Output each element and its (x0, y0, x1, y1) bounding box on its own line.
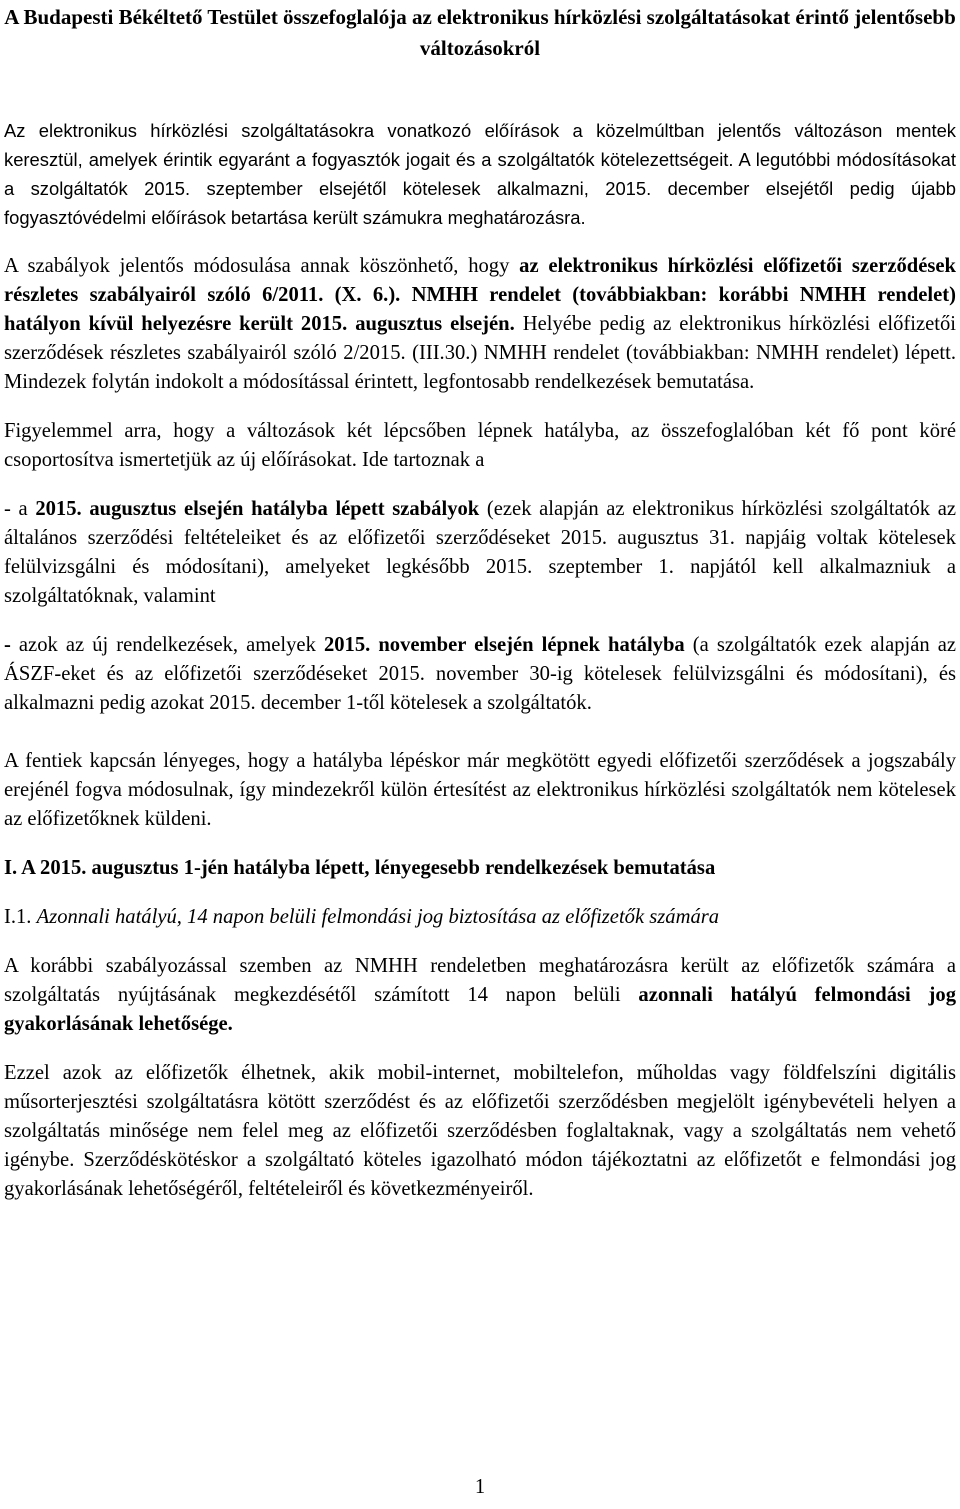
november-rules-text-b: azok az új rendelkezések, amelyek (10, 634, 324, 656)
august-rules-paragraph (4, 495, 956, 611)
two-step-paragraph: Figyelemmel arra, hogy a változások két lépcsőben lépnek hatályba, az összefoglalóban két fő pont köré csoportosítva ismertetjük az új előírásokat. Ide tartoznak a (4, 420, 956, 471)
august-rules-text-bold: 2015. augusztus elsején hatályba lépett szabályok (35, 498, 480, 520)
regulation-change-text-a: A szabályok jelentős módosulása annak köszönhető, hogy (4, 255, 520, 277)
withdrawal-right-paragraph (4, 952, 956, 1039)
november-rules-text-d: (a szolgáltatók ezek alapján az ÁSZF-eket és az előfizetői szerződéseket 2015. november 30-ig kötelesek felülvizsgálni és módosítani), és alkalmazni pedig azokat 2015. december 1-től kötelesek a szolgáltatók. (4, 634, 957, 714)
november-rules-dash: - (4, 634, 11, 656)
november-rules-paragraph (4, 631, 956, 718)
august-rules-text-a: - a (4, 498, 36, 520)
section-heading: I. A 2015. augusztus 1-jén hatályba lépett, lényegesebb rendelkezések bemutatása (4, 857, 716, 879)
november-rules-text-bold: 2015. november elsején lépnek hatályba (323, 634, 685, 656)
withdrawal-right-text-a: A korábbi szabályozással szemben az NMHH rendeletben meghatározásra került az előfizetők számára a szolgáltatás nyújtásának megkezdésétől számított 14 napon belüli (4, 955, 956, 1006)
subsection-title: Azonnali hatályú, 14 napon belüli felmondási jog biztosítása az előfizetők számára (36, 906, 720, 928)
august-rules-text-c: (ezek alapján az elektronikus hírközlési szolgáltatók az általános szerződési feltételeiket és az előfizetői szerződéseket 2015. augusztus 31. napjáig voltak kötelesek felülvizsgálni és módosítani), amelyeket legkésőbb 2015. szeptember 1. napjától kell alkalmazniuk a szolgáltatóknak, valamint (4, 498, 957, 607)
eligible-subscribers-paragraph: Ezzel azok az előfizetők élhetnek, akik mobil-internet, mobiltelefon, műholdas vagy földfelszíni digitális műsorterjesztési szolgáltatásra kötött szerződést és az előfizetői szerződésben megjelölt igénybevételi helyen a szolgáltatás minősége nem felel meg az előfizetői szerződésben foglaltaknak, vagy a szolgáltatás nem vehető igénybe. Szerződéskötéskor a szolgáltató köteles igazolható módon tájékoztatni az előfizetőt e felmondási jog gyakorlásának lehetőségéről, feltételeiről és következményeiről. (4, 1062, 956, 1200)
intro-paragraph: Az elektronikus hírközlési szolgáltatásokra vonatkozó előírások a közelmúltban jelentős változáson mentek keresztül, amelyek érintik egyaránt a fogyasztók jogait és a szolgáltatók kötelezettségeit. A legutóbbi módosításokat a szolgáltatók 2015. szeptember elsejétől kötelesek alkalmazni, 2015. december elsejétől pedig újabb fogyasztóvédelmi előírások betartása került számukra meghatározásra. (4, 120, 956, 228)
regulation-change-text-c: Helyébe pedig az elektronikus hírközlési előfizetői szerződések részletes szabályairól szóló 2/2015. (III.30.) NMHH rendelet (továbbiakban: NMHH rendelet) lépett. Mindezek folytán indokolt a módosítással érintett, legfontosabb rendelkezések bemutatása. (4, 313, 956, 393)
document-page (4, 0, 956, 1204)
existing-contracts-paragraph: A fentiek kapcsán lényeges, hogy a hatályba lépéskor már megkötött egyedi előfizetői szerződések a jogszabály erejénél fogva módosulnak, így mindezekről külön értesítést az elektronikus hírközlési szolgáltatók nem kötelesek az előfizetőknek küldeni. (4, 750, 956, 830)
regulation-change-paragraph (4, 252, 956, 397)
document-title: A Budapesti Békéltető Testület összefoglalója az elektronikus hírközlési szolgáltatásokat érintő jelentősebb változásokról (4, 5, 956, 60)
page-number: 1 (474, 1476, 486, 1498)
regulation-change-text-bold: az elektronikus hírközlési előfizetői szerződések részletes szabályairól szóló 6/2011. (X. 6.). NMHH rendelet (továbbiakban: korábbi NMHH rendelet) hatályon kívül helyezésre került 2015. augusztus elsején. (4, 255, 956, 335)
subsection-heading (4, 903, 956, 932)
withdrawal-right-text-bold: azonnali hatályú felmondási jog gyakorlásának lehetősége. (4, 984, 956, 1035)
subsection-number: I.1. (4, 906, 37, 928)
